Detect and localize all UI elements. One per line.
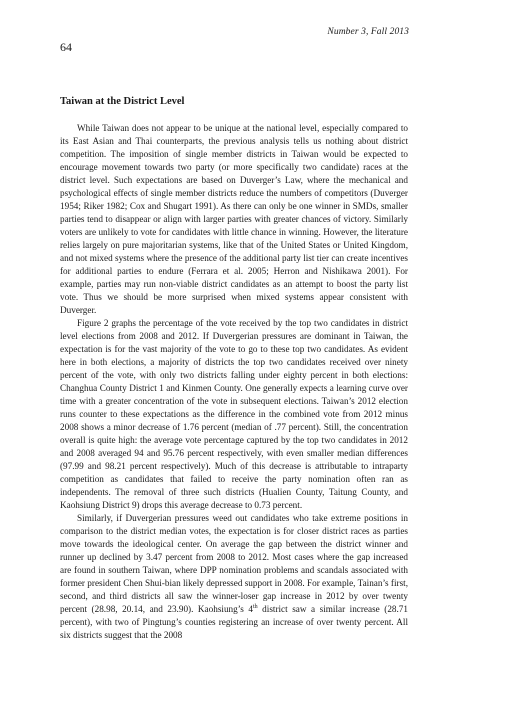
paragraph-2: Figure 2 graphs the percentage of the vote received by the top two candidates in district level elections from 2008 and 2012. If Duvergerian pressures are dominant in Taiwan, the expectation is for the vast majority of the vote to go to these top two candidates. As evident here in both elections, a majority of districts the top two candidates received over ninety percent of the vote, with only two districts falling under eighty percent in both elections: Changhua County District 1 and Kinmen County. One generally expects a learning curve over time with a greater concentration of the vote in subsequent elections. Taiwan’s 2012 election runs counter to these expectations as the difference in the combined vote from 2012 minus 2008 shows a minor decrease of 1.76 percent (median of .77 percent). Still, the concentration overall is quite high: the average vote percentage captured by the top two candidates in 2012 and 2008 averaged 94 and 95.76 percent respectively, with even smaller median differences (97.99 and 98.21 percent respectively). Much of this decrease is attributable to intraparty competition as candidates that failed to receive the party nomination often ran as independents. The removal of three such districts (Hualien County, Taitung County, and Kaohsiung District 9) drops this average decrease to 0.73 percent. bbox=[60, 318, 408, 510]
paragraph-3-continued: district saw a similar increase (28.71 percent), with two of Pingtung’s counties registering an increase of over twenty percent. All six districts suggest that the 2008 bbox=[60, 604, 408, 640]
ordinal-suffix: th bbox=[252, 603, 258, 610]
paragraph-3-text: Similarly, if Duvergerian pressures weed out candidates who take extreme positions in comparison to the district median votes, the expectation is for closer district races as parties move towards the ideological center. On average the gap between the district winner and runner up declined by 3.47 percent from 2008 to 2012. Most cases where the gap increased are found in southern Taiwan, where DPP nomination problems and scandals associated with former president Chen Shui-bian likely depressed support in 2008. For example, Tainan’s first, second, and third districts all saw the winner-loser gap increase in 2012 by over twenty percent (28.98, 20.14, and 23.90). Kaohsiung’s 4 bbox=[60, 513, 408, 614]
paragraph-1: While Taiwan does not appear to be unique at the national level, especially compared to its East Asian and Thai counterparts, the previous analysis tells us nothing about district competition. The imposition of single member districts in Taiwan would be expected to encourage movement towards two party (or more specifically two candidate) races at the district level. Such expectations are based on Duverger’s Law, where the mechanical and psychological effects of single member districts reduce the numbers of competitors (Duverger 1954; Riker 1982; Cox and Shugart 1991). As there can only be one winner in SMDs, smaller parties tend to disappear or align with larger parties with greater chances of victory. Similarly voters are unlikely to vote for candidates with little chance in winning. However, the literature relies largely on pure majoritarian systems, like that of the United States or United Kingdom, and not mixed systems where the presence of the additional party list tier can create incentives for additional parties to endure (Ferrara et al. 2005; Herron and Nishikawa 2001). For example, parties may run non-viable district candidates as an attempt to boost the party list vote. Thus we should be more surprised when mixed systems appear consistent with Duverger. bbox=[60, 123, 408, 315]
running-head: Number 3, Fall 2013 bbox=[327, 27, 409, 37]
page-number: 64 bbox=[60, 40, 72, 54]
section-heading: Taiwan at the District Level bbox=[60, 96, 185, 107]
paragraph-3 bbox=[60, 512, 408, 642]
body-text bbox=[60, 122, 408, 642]
